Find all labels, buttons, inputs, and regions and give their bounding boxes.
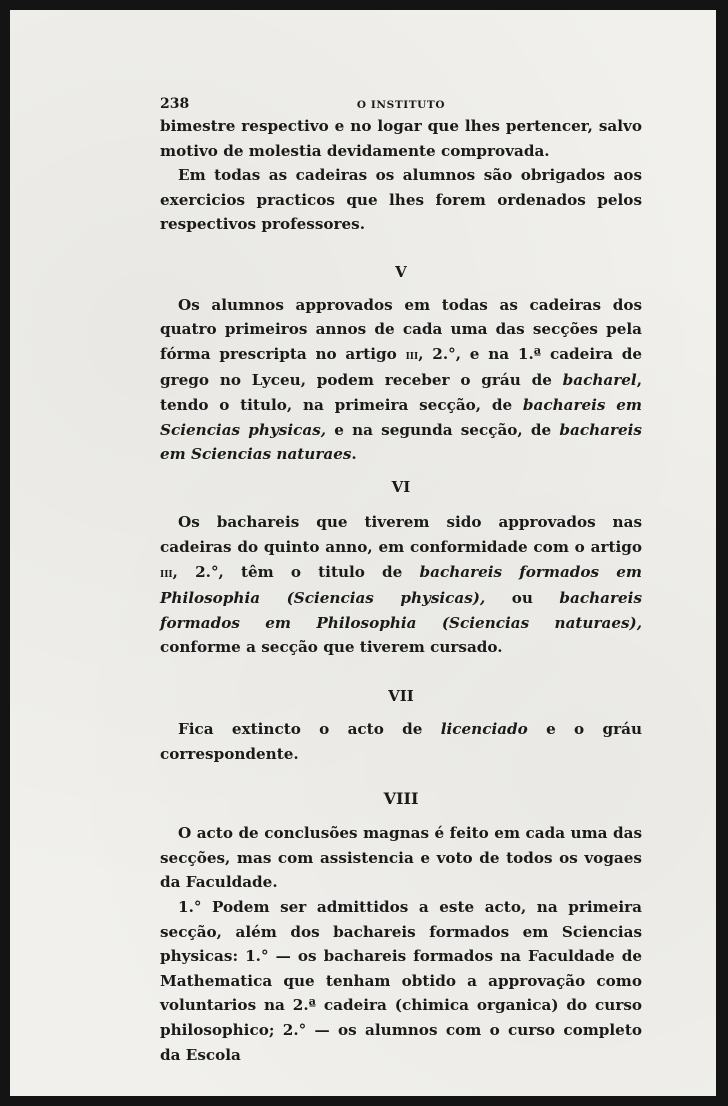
text-block xyxy=(160,92,642,1067)
section-v-paragraph xyxy=(160,293,642,467)
section-vi-text-c: ou xyxy=(485,589,560,608)
section-v-text-e: . xyxy=(351,445,357,464)
intro-paragraph-1: bimestre respectivo e no logar que lhes pertencer, salvo motivo de molestia devidamente comprovada. xyxy=(160,117,642,160)
section-vii-paragraph xyxy=(160,717,642,766)
section-viii-paragraph-2: 1.° Podem ser admittidos a este acto, na primeira secção, além dos bachareis formados em Sciencias physicas: 1.° — os bachareis formados na Faculdade de Mathematica que tenham obtido a approvação como voluntarios na 2.ª cadeira (chimica organica) do curso philosophico; 2.° — os alumnos com o curso completo da Escola xyxy=(160,898,642,1064)
section-vii-emphasis-1: licenciado xyxy=(440,720,528,739)
section-v-emphasis-1: bacharel xyxy=(562,371,637,390)
section-vii-text-b: e o gráu correspondente. xyxy=(160,720,642,764)
page-number: 238 xyxy=(160,96,190,112)
running-head xyxy=(160,92,642,114)
section-vi-article-ref: iii xyxy=(160,565,173,581)
section-vii-text-a: Fica extincto o acto de xyxy=(178,720,441,739)
section-vi-text-b: , 2.°, têm o titulo de xyxy=(172,562,420,581)
section-vi-text-d: conforme a secção que tiverem cursado. xyxy=(160,638,503,657)
section-number-viii: VIII xyxy=(383,788,419,808)
section-v-text-b: , 2.°, e na 1.ª cadeira de grego no Lyceu, podem receber o gráu de xyxy=(160,344,642,390)
section-vi-paragraph xyxy=(160,510,642,660)
section-v-text-a: Os alumnos approvados em todas as cadeiras dos quatro primeiros annos de cada uma das secções pela fórma prescripta no artigo xyxy=(160,295,642,363)
section-viii-paragraph-1: O acto de conclusões magnas é feito em cada uma das secções, mas com assistencia e voto de todos os vogaes da Faculdade. xyxy=(160,824,642,892)
section-v-article-ref: iii xyxy=(405,347,419,363)
section-v-emphasis-3: bachareis em Sciencias naturaes xyxy=(160,420,642,464)
section-number-vii: VII xyxy=(388,686,414,705)
section-vi-emphasis-1: bachareis formados em Philosophia (Sciencias physicas), xyxy=(160,562,642,608)
running-title: O INSTITUTO xyxy=(356,99,446,111)
section-v-emphasis-2: bachareis em Sciencias physicas, xyxy=(160,395,642,439)
section-number-vi: VI xyxy=(391,477,411,496)
section-v-text-c: , tendo o titulo, na primeira secção, de xyxy=(160,371,642,414)
section-number-v: V xyxy=(395,262,407,281)
section-vi-emphasis-2: bachareis formados em Philosophia (Sciencias naturaes), xyxy=(160,589,642,632)
intro-paragraph-2: Em todas as cadeiras os alumnos são obrigados aos exercicios practicos que lhes forem ordenados pelos respectivos professores. xyxy=(160,166,642,234)
book-page xyxy=(10,10,716,1096)
section-v-text-d: e na segunda secção, de xyxy=(326,420,560,439)
section-vi-text-a: Os bachareis que tiverem sido approvados nas cadeiras do quinto anno, em conformidade com o artigo xyxy=(160,513,642,556)
